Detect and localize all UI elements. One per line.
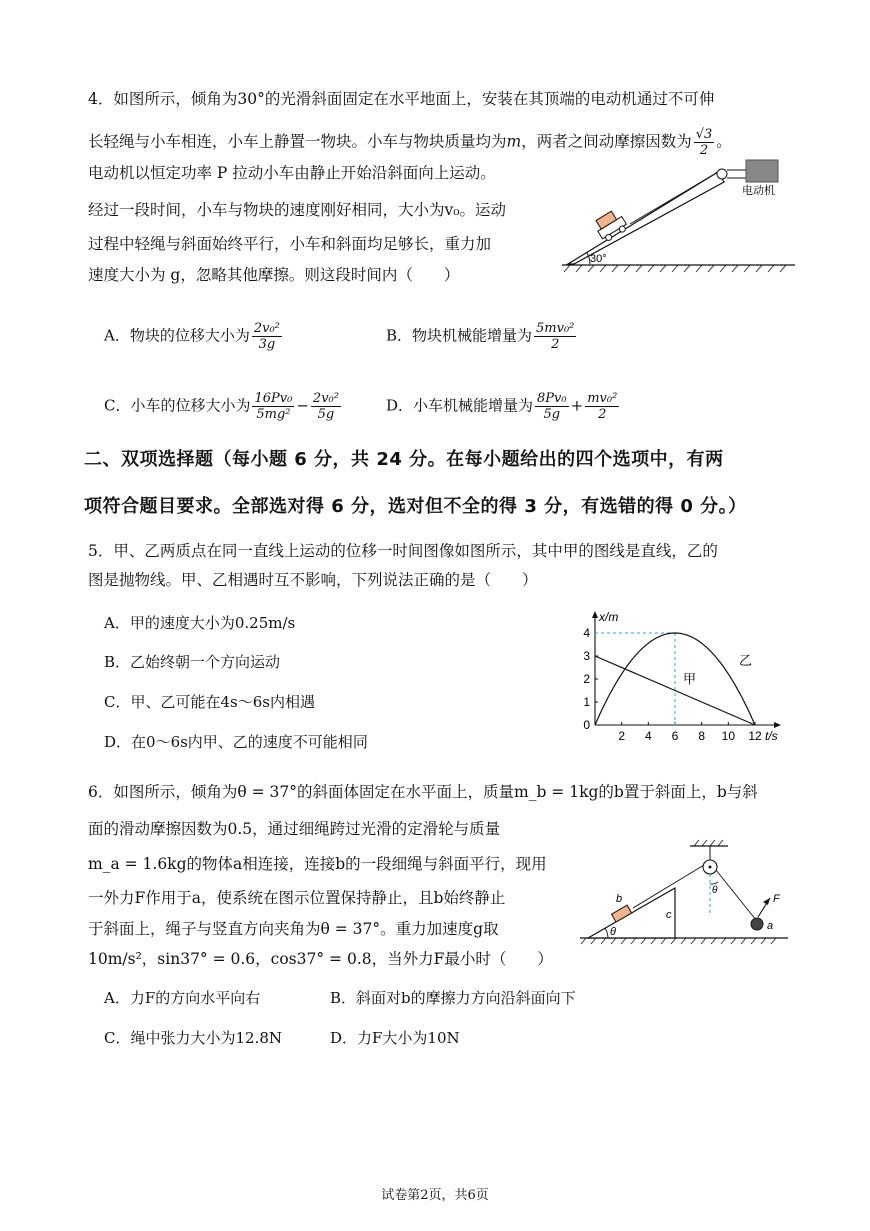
series-yi-label: 乙 <box>739 653 753 669</box>
cart-with-block <box>593 208 629 243</box>
q4-line5: 过程中轻绳与斜面始终平行，小车和斜面均足够长，重力加 <box>88 235 492 253</box>
y-tick-label: 4 <box>583 626 590 640</box>
q5-line2: 图是抛物线。甲、乙相遇时互不影响，下列说法正确的是（ ） <box>88 571 538 589</box>
y-tick-label: 1 <box>583 695 590 709</box>
q4-line2: 长轻绳与小车相连，小车上静置一物块。小车与物块质量均为m，两者之间动摩擦因数为 $\frac{√3}{2}$ 。 <box>88 127 732 158</box>
rope-to-a <box>716 870 756 920</box>
q4-option-d[interactable]: D．小车机械能增量为 $\frac{\text{8Pv₀}}{5g}$ + $\frac{\text{mv₀²}}{2}$ <box>386 391 618 422</box>
q6-line6: 10m/s²，sin37° = 0.6，cos37° = 0.8，当外力F最小时（ ） <box>88 950 553 968</box>
incline-angle-label: θ <box>610 926 616 938</box>
q5-option-c[interactable]: C．甲、乙可能在4s～6s内相遇 <box>104 693 315 711</box>
q6-option-d[interactable]: D．力F大小为10N <box>330 1029 460 1047</box>
q4-line2-text: 长轻绳与小车相连，小车上静置一物块。小车与物块质量均为 <box>88 132 507 151</box>
incline-motor-figure <box>560 150 800 275</box>
pulley <box>717 169 727 179</box>
series-jia-line <box>595 656 755 725</box>
incline-label-c: c <box>666 909 672 921</box>
motor-label: 电动机 <box>742 185 775 197</box>
q4-option-c[interactable]: C．小车的位移大小为 $\frac{\text{16Pv₀}}{\text{5mg²}}$ − $\frac{\text{2v₀²}}{5g}$ <box>104 391 339 422</box>
pulley-incline-figure <box>578 838 793 948</box>
x-tick-label: 2 <box>618 729 626 743</box>
ball-a <box>751 918 763 930</box>
q4-option-a[interactable]: A．物块的位移大小为 $\frac{\text{2v₀²}}{3g}$ <box>104 321 280 352</box>
y-tick-label: 0 <box>583 718 590 732</box>
angle-label: 30° <box>590 253 607 265</box>
q5-option-b[interactable]: B．乙始终朝一个方向运动 <box>104 653 281 671</box>
q6-option-c[interactable]: C．绳中张力大小为12.8N <box>104 1029 283 1047</box>
q6-line2: 面的滑动摩擦因数为0.5，通过细绳跨过光滑的定滑轮与质量 <box>88 820 501 838</box>
section2-heading-line1: 二、双项选择题（每小题 6 分，共 24 分。在每小题给出的四个选项中，有两 <box>84 449 724 470</box>
series-jia-label: 甲 <box>683 671 697 687</box>
x-axis-label: t/s <box>765 729 778 743</box>
x-tick-label: 12 <box>748 729 762 743</box>
q4-line3: 电动机以恒定功率 P 拉动小车由静止开始沿斜面向上运动。 <box>88 164 496 182</box>
x-axis-arrow <box>774 722 781 728</box>
xt-chart <box>575 600 790 750</box>
q5-line1: 5．甲、乙两质点在同一直线上运动的位移一时间图像如图所示，其中甲的图线是直线，乙的 <box>88 542 718 560</box>
x-tick-label: 4 <box>644 729 652 743</box>
q4-line1: 4．如图所示，倾角为30°的光滑斜面固定在水平地面上，安装在其顶端的电动机通过不可伸 <box>88 90 715 108</box>
y-tick-label: 3 <box>583 649 590 663</box>
mass-symbol: m <box>506 132 522 151</box>
q6-option-a[interactable]: A．力F的方向水平向右 <box>104 989 261 1007</box>
section2-heading-line2: 项符合题目要求。全部选对得 6 分，选对但不全的得 3 分，有选错的得 0 分。） <box>84 496 747 517</box>
y-axis-label: x/m <box>599 610 619 624</box>
incline-plank <box>568 172 724 264</box>
x-tick-label: 6 <box>671 729 679 743</box>
y-tick-label: 2 <box>583 672 590 686</box>
page-footer: 试卷第2页，共6页 <box>381 1188 489 1203</box>
q4-line6: 速度大小为 g，忽略其他摩擦。则这段时间内（ ） <box>88 266 460 284</box>
x-tick-label: 10 <box>721 729 736 743</box>
q4-line2-text2: ，两者之间动摩擦因数为 <box>521 132 692 151</box>
ball-a-label: a <box>767 920 774 932</box>
q5-option-d[interactable]: D．在0～6s内甲、乙的速度不可能相同 <box>104 733 368 751</box>
q6-line3: m_a = 1.6kg的物体a相连接，连接b的一段细绳与斜面平行，现用 <box>88 855 547 873</box>
block-b-label: b <box>616 893 623 905</box>
q4-option-b[interactable]: B．物块机械能增量为 $\frac{\text{5mv₀²}}{2}$ <box>386 321 575 352</box>
motor <box>746 160 778 182</box>
rope <box>630 172 718 224</box>
q6-line5: 于斜面上，绳子与竖直方向夹角为θ = 37°。重力加速度g取 <box>88 920 499 938</box>
q5-option-a[interactable]: A．甲的速度大小为0.25m/s <box>104 614 296 632</box>
force-label: F <box>773 893 780 905</box>
x-tick-label: 8 <box>698 729 706 743</box>
q6-line1: 6．如图所示，倾角为θ = 37°的斜面体固定在水平面上，质量m_b = 1kg的b置于斜面上，b与斜 <box>88 783 758 801</box>
y-axis-arrow <box>592 611 598 618</box>
rope-angle-label: θ <box>712 885 718 896</box>
q6-option-b[interactable]: B．斜面对b的摩擦力方向沿斜面向下 <box>330 989 576 1007</box>
q4-line4: 经过一段时间，小车与物块的速度刚好相同，大小为v₀。运动 <box>88 201 506 219</box>
mu-fraction: $\frac{√3}{2}$ <box>695 127 713 158</box>
q6-line4: 一外力F作用于a，使系统在图示位置保持静止，且b始终静止 <box>88 889 506 907</box>
